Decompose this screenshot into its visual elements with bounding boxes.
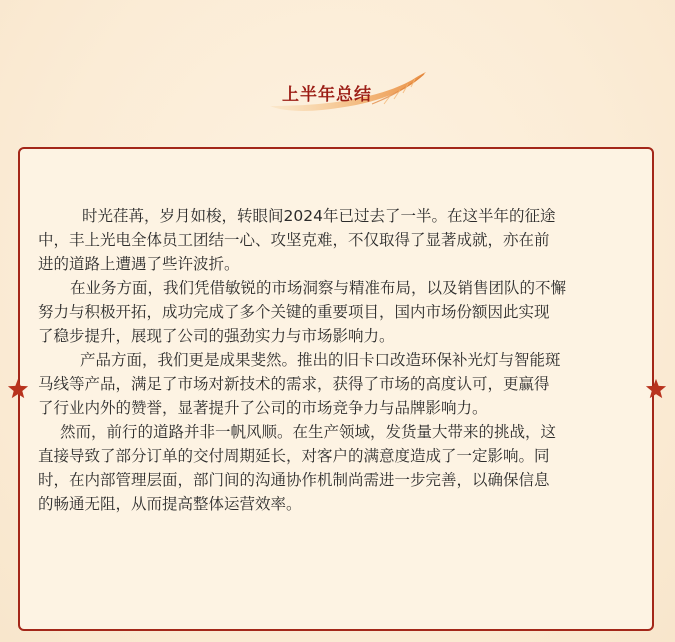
section-heading [262, 66, 432, 114]
paragraph-line: 马线等产品，满足了市场对新技术的需求，获得了市场的高度认可，更赢得 [38, 375, 550, 393]
paragraph-products [38, 348, 638, 420]
summary-text [38, 204, 638, 516]
paragraph-line: 了行业内外的赞誉，显著提升了公司的市场竞争力与品牌影响力。 [38, 399, 488, 417]
paragraph-opening [38, 204, 638, 276]
paragraph-line: 时，在内部管理层面，部门间的沟通协作机制尚需进一步完善，以确保信息 [38, 471, 550, 489]
paragraph-challenges [38, 420, 638, 516]
paragraph-line: 在业务方面，我们凭借敏锐的市场洞察与精准布局，以及销售团队的不懈 [70, 279, 567, 297]
star-icon [645, 378, 667, 400]
paragraph-line: 产品方面，我们更是成果斐然。推出的旧卡口改造环保补光灯与智能斑 [80, 351, 561, 369]
paragraph-line: 的畅通无阻，从而提高整体运营效率。 [38, 495, 302, 513]
paragraph-business [38, 276, 638, 348]
paragraph-line: 进的道路上遭遇了些许波折。 [38, 255, 240, 273]
paragraph-line: 直接导致了部分订单的交付周期延长，对客户的满意度造成了一定影响。同 [38, 447, 550, 465]
paragraph-line: 了稳步提升，展现了公司的强劲实力与市场影响力。 [38, 327, 395, 345]
paragraph-line: 努力与积极开拓，成功完成了多个关键的重要项目，国内市场份额因此实现 [38, 303, 550, 321]
paragraph-line: 时光荏苒，岁月如梭，转眼间2024年已过去了一半。在这半年的征途 [82, 207, 556, 225]
paragraph-line: 然而，前行的道路并非一帆风顺。在生产领域，发货量大带来的挑战，这 [60, 423, 557, 441]
star-icon [7, 378, 29, 400]
page-title: 上半年总结 [282, 85, 372, 105]
paragraph-line: 中，丰上光电全体员工团结一心、攻坚克难，不仅取得了显著成就，亦在前 [38, 231, 550, 249]
